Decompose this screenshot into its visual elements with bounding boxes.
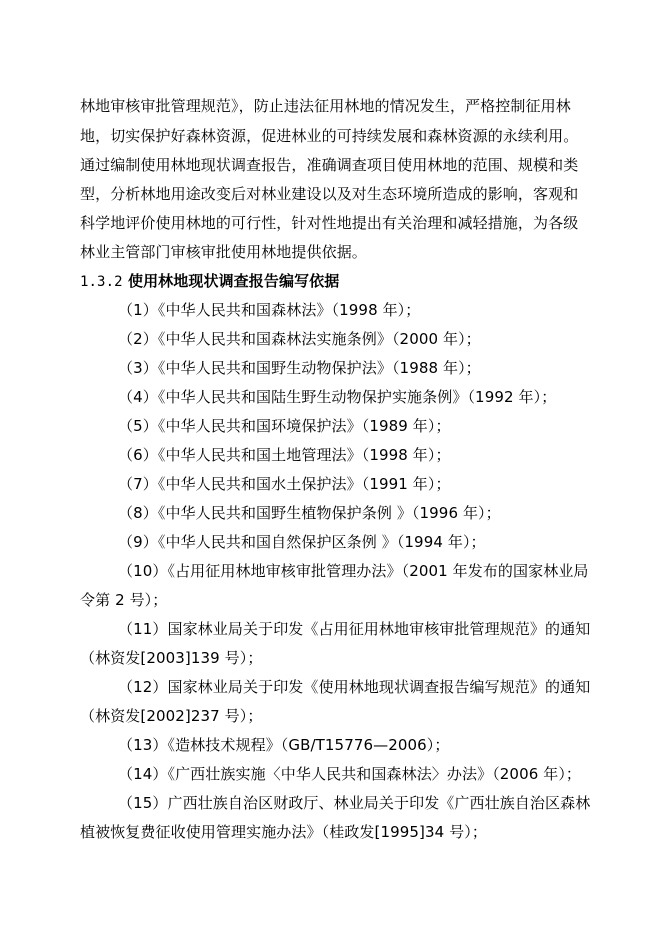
list-item-10-line-2: 令第 2 号）；	[80, 591, 168, 609]
list-item-13: （13）《造林技术规程》（GB/T15776—2006）；	[118, 736, 450, 754]
list-item-9: （9）《中华人民共和国自然保护区条例 》（1994 年）；	[118, 533, 486, 551]
list-item-3: （3）《中华人民共和国野生动物保护法》（1988 年）；	[118, 359, 481, 377]
list-item-12-line-2: （林资发[2002]237 号）；	[80, 707, 263, 725]
intro-line-6: 林业主管部门审核审批使用林地提供依据。	[80, 243, 367, 261]
list-item-14: （14）《广西壮族实施〈中华人民共和国森林法〉办法》（2006 年）；	[118, 765, 582, 783]
intro-line-3: 通过编制使用林地现状调查报告，准确调查项目使用林地的范围、规模和类	[80, 156, 579, 174]
intro-line-5: 科学地评价使用林地的可行性，针对性地提出有关治理和减轻措施，为各级	[80, 214, 579, 232]
list-item-4: （4）《中华人民共和国陆生野生动物保护实施条例》（1992 年）；	[118, 388, 557, 406]
list-item-5: （5）《中华人民共和国环境保护法》（1989 年）；	[118, 417, 451, 435]
list-item-7: （7）《中华人民共和国水土保护法》（1991 年）；	[118, 475, 451, 493]
section-heading	[80, 271, 620, 292]
list-item-8: （8）《中华人民共和国野生植物保护条例 》（1996 年）；	[118, 504, 501, 522]
section-number: 1.3.2	[80, 274, 123, 290]
section-title: 使用林地现状调查报告编写依据	[127, 272, 340, 290]
list-item-15-line-2: 植被恢复费征收使用管理实施办法》（桂政发[1995]34 号）；	[80, 823, 487, 841]
list-item-1: （1）《中华人民共和国森林法》（1998 年）；	[118, 301, 421, 319]
intro-line-4: 型，分析林地用途改变后对林业建设以及对生态环境所造成的影响，客观和	[80, 185, 579, 203]
list-item-11-line-2: （林资发[2003]139 号）；	[80, 649, 263, 667]
intro-line-1: 林地审核审批管理规范》，防止违法征用林地的情况发生，严格控制征用林	[80, 97, 571, 115]
list-item-11-line-1: （11）国家林业局关于印发《占用征用林地审核审批管理规范》的通知	[118, 620, 591, 638]
intro-line-2: 地，切实保护好森林资源，促进林业的可持续发展和森林资源的永续利用。	[80, 127, 579, 145]
list-item-15-line-1: （15）广西壮族自治区财政厅、林业局关于印发《广西壮族自治区森林	[118, 794, 591, 812]
list-item-2: （2）《中华人民共和国森林法实施条例》（2000 年）；	[118, 330, 481, 348]
list-item-10-line-1: （10）《占用征用林地审核审批管理办法》（2001 年发布的国家林业局	[118, 562, 589, 580]
list-item-6: （6）《中华人民共和国土地管理法》（1998 年）；	[118, 446, 451, 464]
list-item-12-line-1: （12）国家林业局关于印发《使用林地现状调查报告编写规范》的通知	[118, 678, 591, 696]
